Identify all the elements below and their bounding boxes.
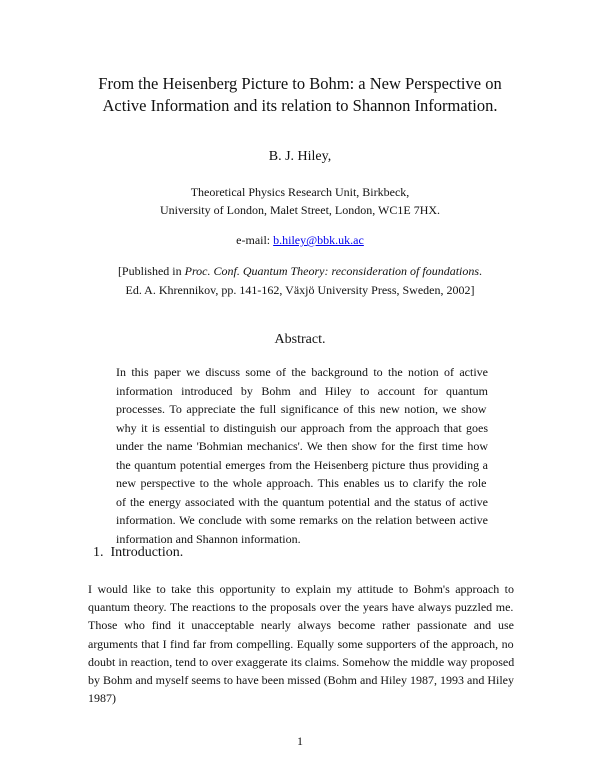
intro-line: by Bohm and myself seems to have been missed (Bohm and Hiley 1987, 1993 and Hiley [88, 673, 514, 688]
introduction-body [88, 580, 514, 707]
affiliation [0, 183, 600, 219]
publication-prefix: [Published in [117, 264, 185, 278]
intro-line: 1987) [88, 691, 116, 706]
publication-line-1 [0, 262, 600, 281]
email-link[interactable]: b.hiley@bbk.uk.ac [273, 233, 364, 247]
abstract-line: information. We conclude with some remarks on the relation between active [116, 513, 488, 527]
section-number: 1. [93, 545, 104, 560]
abstract-line: In this paper we discuss some of the background to the notion of active [116, 365, 488, 379]
abstract-line: processes. To appreciate the full significance of this new notion, we show [116, 402, 487, 416]
affiliation-line-1: Theoretical Physics Research Unit, Birkbeck, [190, 185, 410, 199]
email-line [0, 233, 600, 248]
abstract-line: under the name 'Bohmian mechanics'. We then show for the first time how [116, 439, 488, 453]
abstract-line: new perspective to the whole approach. This enables us to clarify the role [116, 476, 487, 490]
paper-title [60, 73, 540, 117]
abstract-line: the quantum potential emerges from the Heisenberg picture thus providing a [116, 457, 488, 472]
author-name: B. J. Hiley, [268, 149, 332, 164]
intro-line: I would like to take this opportunity to explain my attitude to Bohm's approach to [88, 582, 514, 596]
abstract-line: of the energy associated with the quantum potential and the status of active [116, 494, 488, 509]
section-heading-introduction [93, 545, 190, 561]
intro-line: doubt in reaction, tend to over exaggerate its claims. Somehow the middle way proposed [88, 654, 515, 669]
publication-note [0, 262, 600, 300]
abstract-line: information introduced by Bohm and Hiley to account for quantum [116, 383, 488, 398]
affiliation-line-2: University of London, Malet Street, London, WC1E 7HX. [159, 203, 441, 217]
section-title: Introduction. [110, 545, 184, 560]
intro-line: quantum theory. The reactions to the proposals over the years have always puzzled me. [88, 600, 514, 615]
abstract-heading: Abstract. [274, 332, 326, 347]
abstract-body [116, 363, 488, 548]
title-line-1: From the Heisenberg Picture to Bohm: a New Perspective on [98, 74, 502, 93]
publication-journal: Proc. Conf. Quantum Theory: reconsideration of foundations [184, 264, 480, 278]
intro-line: Those who find it unacceptable nearly always become rather passionate and use [88, 618, 514, 633]
email-label: e-mail: [236, 233, 274, 247]
abstract-line: why it is essential to distinguish our approach from the approach that goes [116, 420, 488, 435]
title-line-2: Active Information and its relation to Shannon Information. [102, 96, 498, 115]
publication-suffix: . [479, 264, 483, 278]
abstract-line: information and Shannon information. [116, 531, 301, 546]
page-number: 1 [297, 734, 303, 748]
publication-line-2: Ed. A. Khrennikov, pp. 141-162, Växjö University Press, Sweden, 2002] [125, 283, 475, 297]
intro-line: arguments that I find far from compelling. Equally some supporters of the approach, no [88, 636, 514, 651]
